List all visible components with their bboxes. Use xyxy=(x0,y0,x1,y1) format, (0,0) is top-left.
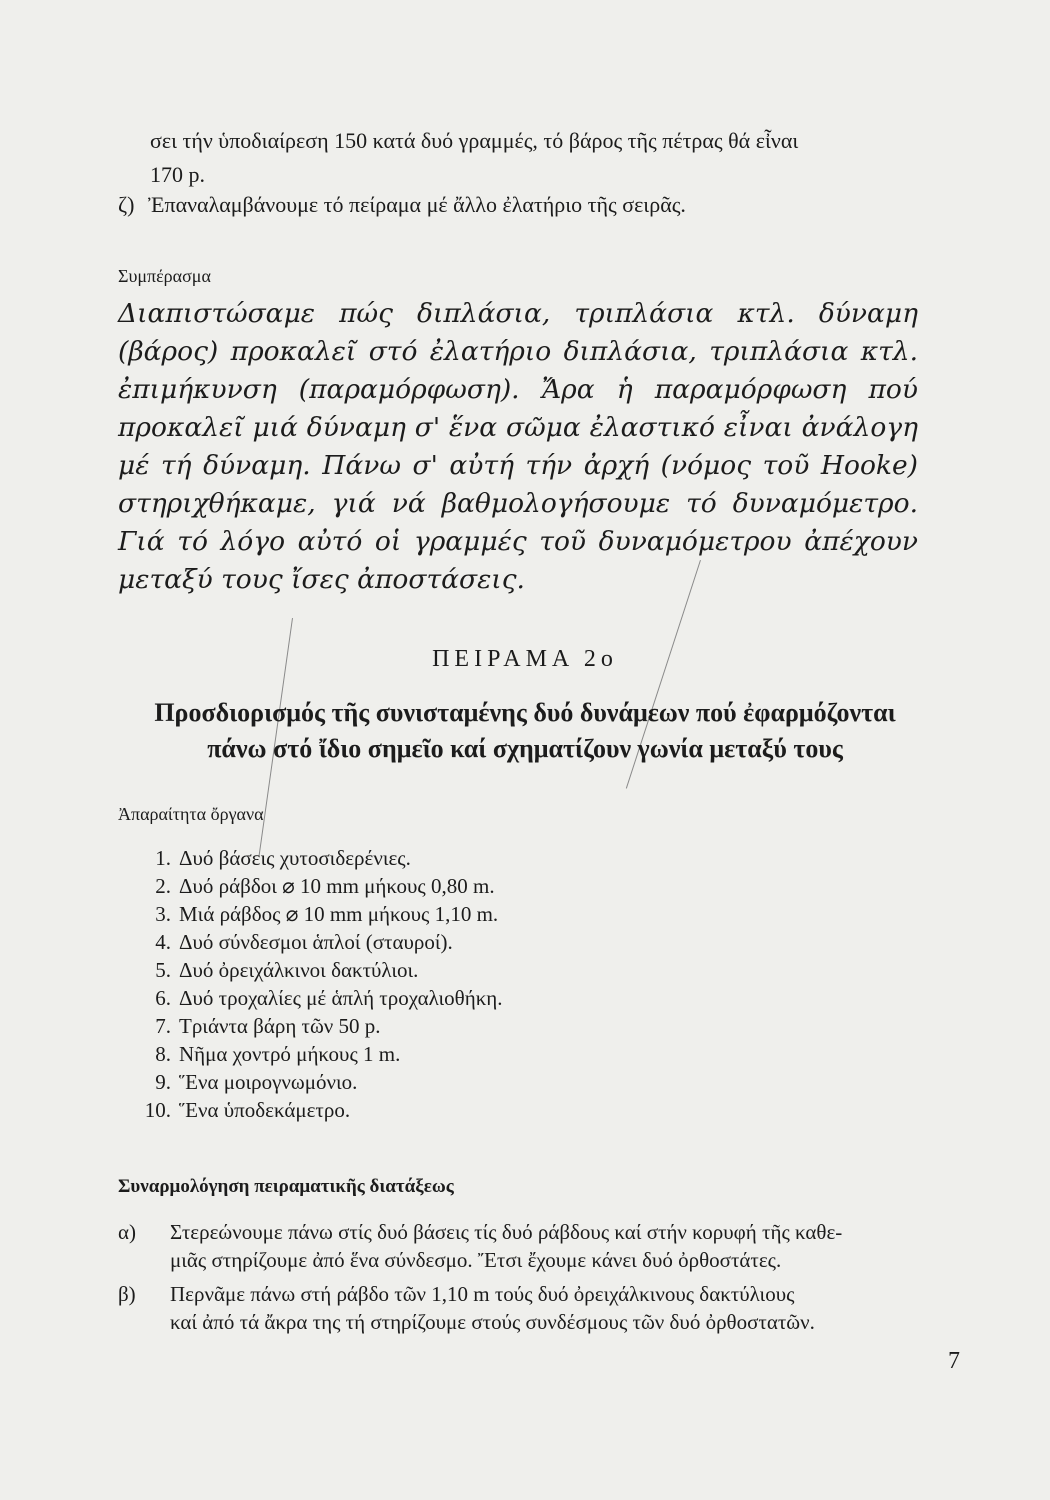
list-item-text: Δυό σύνδεσμοι ἁπλοί (σταυροί). xyxy=(179,930,453,954)
conclusion-heading: Συμπέρασμα xyxy=(118,266,211,286)
list-item-number: 2. xyxy=(155,874,171,898)
list-item-text: Ἕνα μοιρογνωμόνιο. xyxy=(179,1070,358,1094)
list-item xyxy=(137,874,495,899)
experiment-subtitle-line-2: πάνω στό ἴδιο σημεῖο καί σχηματίζουν γωνία μεταξύ τους xyxy=(207,734,843,763)
list-item-number: 5. xyxy=(155,958,171,982)
continuation-line-1: σει τήν ὑποδιαίρεση 150 κατά δυό γραμμές, τό βάρος τῆς πέτρας θά εἶναι xyxy=(150,128,799,153)
assembly-step-beta xyxy=(118,1282,794,1307)
step-marker: α) xyxy=(118,1220,136,1244)
list-item-text: Μιά ράβδος ⌀ 10 mm μήκους 1,10 m. xyxy=(179,902,499,926)
page-number: 7 xyxy=(948,1348,960,1374)
list-item-number: 1. xyxy=(155,846,171,870)
list-item xyxy=(137,1014,381,1039)
list-item-text: Δυό τροχαλίες μέ ἁπλή τροχαλιοθήκη. xyxy=(179,986,503,1010)
list-item xyxy=(137,986,503,1011)
conclusion-paragraph: Διαπιστώσαμε πώς διπλάσια, τριπλάσια κτλ. δύναμη (βάρος) προκαλεῖ στό ἐλατήριο διπλάσια, τριπλάσια κτλ. ἐπιμήκυνση (παραμόρφωση). Ἄρα ἡ παραμόρφωση πού προκαλεῖ μιά δύναμη σ' ἕνα σῶμα ἐλαστικό εἶναι ἀνάλογη μέ τή δύναμη. Πάνω σ' αὐτή τήν ἀρχή (νόμος τοῦ Hooke) στηριχθήκαμε, γιά νά βαθμολογήσουμε τό δυναμόμετρο. Γιά τό λόγο αὐτό οἱ γραμμές τοῦ δυναμόμετρου ἀπέχουν μεταξύ τους ἴσες ἀποστάσεις. xyxy=(118,298,918,595)
list-item xyxy=(137,958,418,983)
experiment-title: ΠΕΙΡΑΜΑ 2ο xyxy=(432,646,618,672)
step-marker: β) xyxy=(118,1282,136,1306)
list-item xyxy=(137,1042,400,1067)
list-item-number: 6. xyxy=(155,986,171,1010)
list-item-number: 3. xyxy=(155,902,171,926)
list-item xyxy=(137,930,453,955)
list-item-text: Ἕνα ὑποδεκάμετρο. xyxy=(179,1098,351,1122)
list-item-number: 9. xyxy=(155,1070,171,1094)
list-item-text: Νῆμα χοντρό μήκους 1 m. xyxy=(179,1042,401,1066)
step-text-line-1: Στερεώνουμε πάνω στίς δυό βάσεις τίς δυό ράβδους καί στήν κορυφή τῆς καθε- xyxy=(170,1220,843,1244)
list-item xyxy=(137,902,498,927)
list-item-text: Δυό ράβδοι ⌀ 10 mm μήκους 0,80 m. xyxy=(179,874,495,898)
list-item xyxy=(137,846,411,871)
step-text-line-1: Περνᾶμε πάνω στή ράβδο τῶν 1,10 m τούς δυό ὀρειχάλκινους δακτύλιους xyxy=(170,1282,795,1306)
list-item-text: Δυό βάσεις χυτοσιδερένιες. xyxy=(179,846,411,870)
list-item-number: 4. xyxy=(155,930,171,954)
list-item-number: 7. xyxy=(155,1014,171,1038)
instruments-heading: Ἀπαραίτητα ὄργανα xyxy=(118,804,264,824)
step-zeta xyxy=(118,192,686,218)
step-marker: ζ) xyxy=(118,192,135,217)
list-item-text: Δυό ὀρειχάλκινοι δακτύλιοι. xyxy=(179,958,419,982)
continuation-line-2: 170 p. xyxy=(150,162,205,187)
assembly-step-alpha-cont: μιᾶς στηρίζουμε ἀπό ἕνα σύνδεσμο. Ἔτσι ἔχουμε κάνει δυό ὀρθοστάτες. xyxy=(170,1248,782,1272)
assembly-step-alpha xyxy=(118,1220,842,1245)
list-item-number: 10. xyxy=(144,1098,171,1122)
list-item-number: 8. xyxy=(155,1042,171,1066)
assembly-heading: Συναρμολόγηση πειραματικῆς διατάξεως xyxy=(118,1176,454,1197)
list-item-text: Τριάντα βάρη τῶν 50 p. xyxy=(179,1014,381,1038)
experiment-subtitle-line-1: Προσδιορισμός τῆς συνισταμένης δυό δυνάμεων πού ἐφαρμόζονται xyxy=(154,698,896,727)
assembly-step-beta-cont: καί ἀπό τά ἄκρα της τή στηρίζουμε στούς συνδέσμους τῶν δυό ὀρθοστατῶν. xyxy=(170,1310,815,1334)
step-text: Ἐπαναλαμβάνουμε τό πείραμα μέ ἄλλο ἐλατήριο τῆς σειρᾶς. xyxy=(148,192,686,217)
list-item xyxy=(137,1098,350,1123)
list-item xyxy=(137,1070,357,1095)
